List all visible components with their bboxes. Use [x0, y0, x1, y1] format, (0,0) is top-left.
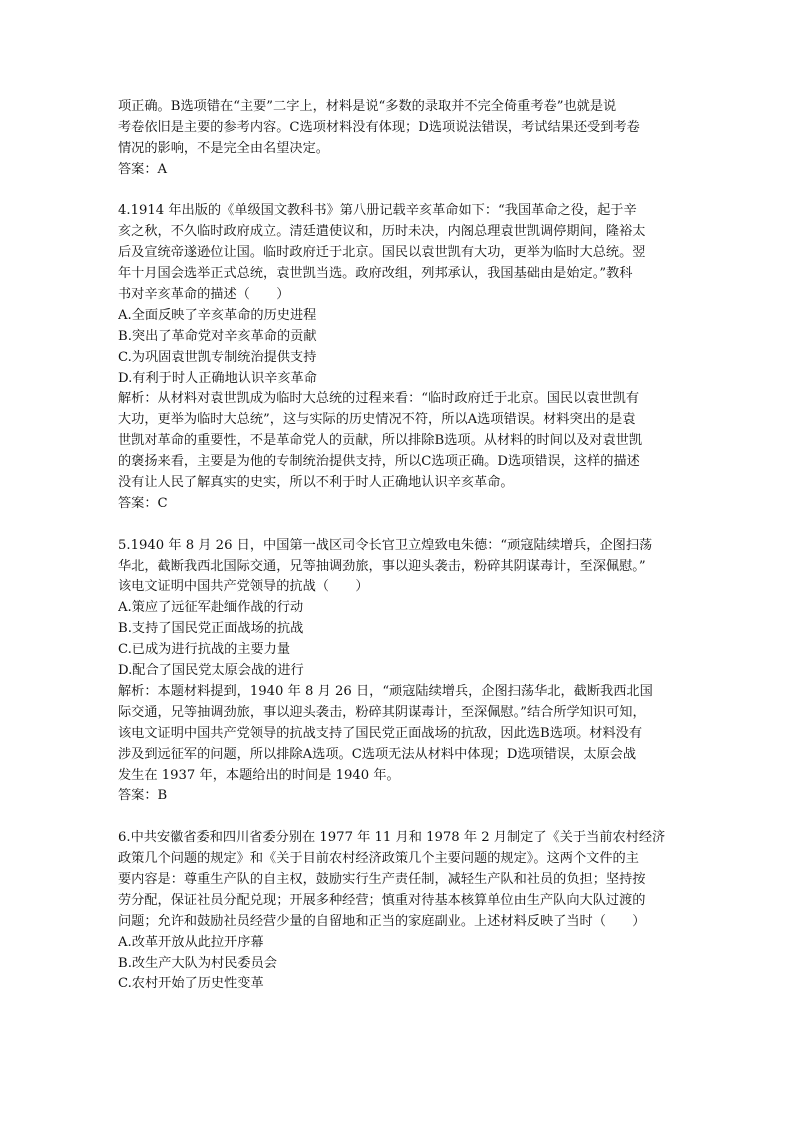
text-line: 该电文证明中国共产党领导的抗战（ ） — [118, 579, 369, 595]
question-block — [118, 828, 676, 995]
text-line: 答案：B — [118, 788, 168, 804]
text-line: B.支持了国民党正面战场的抗战 — [118, 621, 304, 637]
text-line: 情况的影响，不是完全由名望决定。 — [118, 140, 329, 156]
text-line: 大功，更举为临时大总统”，这与实际的历史情况不符，所以A选项错误。材料突出的是袁 — [118, 412, 636, 428]
text-line: 该电文证明中国共产党领导的抗战支持了国民党正面战场的抗敌，因此选B选项。材料没有 — [118, 725, 642, 741]
text-line: 5.1940 年 8 月 26 日，中国第一战区司令长官卫立煌致电朱德：“顽寇陆续增兵，企图扫荡 — [118, 537, 653, 553]
text-line: 答案：A — [118, 161, 168, 177]
text-line: A.改革开放从此拉开序幕 — [118, 934, 264, 950]
text-line: 劳分配，保证社员分配兑现；开展多种经营；慎重对待基本核算单位由生产队向大队过渡的 — [118, 892, 646, 908]
text-line: 答案：C — [118, 495, 168, 511]
text-line: 华北，截断我西北国际交通，兄等抽调劲旅，事以迎头袭击，粉碎其阴谋毒计，至深佩慰。” — [118, 558, 646, 574]
text-line: A.全面反映了辛亥革命的历史进程 — [118, 307, 317, 323]
text-line: 世凯对革命的重要性，不是革命党人的贡献，所以排除B选项。从材料的时间以及对袁世凯 — [118, 433, 642, 449]
text-line: 解析：从材料对袁世凯成为临时大总统的过程来看：“临时政府迁于北京。国民以袁世凯有 — [118, 391, 640, 407]
text-line: 发生在 1937 年，本题给出的时间是 1940 年。 — [118, 767, 400, 783]
text-line: C.农村开始了历史性变革 — [118, 976, 264, 992]
text-line: 亥之秋，不久临时政府成立。清廷遣使议和，历时未决，内阁总理袁世凯调停期间，隆裕太 — [118, 224, 646, 240]
text-line: 问题；允许和鼓励社员经营少量的自留地和正当的家庭副业。上述材料反映了当时（ ） — [118, 913, 646, 929]
text-line: 书对辛亥革命的描述（ ） — [118, 287, 290, 303]
text-line: 解析：本题材料提到，1940 年 8 月 26 日，“顽寇陆续增兵，企图扫荡华北，截断我西北国 — [118, 683, 653, 699]
text-line: B.突出了革命党对辛亥革命的贡献 — [118, 328, 317, 344]
text-line: D.配合了国民党太原会战的进行 — [118, 663, 304, 679]
question-block — [118, 97, 676, 181]
text-line: 4.1914 年出版的《单级国文教科书》第八册记载辛亥革命如下：“我国革命之役，起于辛 — [118, 203, 637, 219]
text-line: 涉及到远征军的问题，所以排除A选项。C选项无法从材料中体现；D选项错误，太原会战 — [118, 746, 637, 762]
document-body — [118, 97, 676, 1016]
text-line: D.有利于时人正确地认识辛亥革命 — [118, 370, 317, 386]
text-line: 际交通，兄等抽调劲旅，事以迎头袭击，粉碎其阴谋毒计，至深佩慰。”结合所学知识可知， — [118, 704, 646, 720]
text-line: 要内容是：尊重生产队的自主权，鼓励实行生产责任制，减轻生产队和社员的负担；坚持按 — [118, 871, 646, 887]
text-line: C.为巩固袁世凯专制统治提供支持 — [118, 349, 317, 365]
text-line: 6.中共安徽省委和四川省委分别在 1977 年 11 月和 1978 年 2 月制定了《关于当前农村经济 — [118, 830, 666, 846]
text-line: C.已成为进行抗战的主要力量 — [118, 642, 291, 658]
text-line: 考卷依旧是主要的参考内容。C选项材料没有体现；D选项说法错误，考试结果还受到考卷 — [118, 119, 640, 135]
text-line: 年十月国会选举正式总统，袁世凯当选。政府改组，列邦承认，我国基础由是始定。”教科 — [118, 266, 633, 282]
text-line: 项正确。B选项错在“主要”二字上，材料是说“多数的录取并不完全倚重考卷”也就是说 — [118, 99, 617, 114]
question-block — [118, 536, 676, 808]
text-line: 后及宣统帝遂逊位让国。临时政府迁于北京。国民以袁世凯有大功，更举为临时大总统。翌 — [118, 245, 646, 261]
question-block — [118, 201, 676, 514]
text-line: 没有让人民了解真实的史实，所以不利于时人正确地认识辛亥革命。 — [118, 475, 514, 491]
text-line: B.改生产大队为村民委员会 — [118, 955, 277, 971]
text-line: 政策几个问题的规定》和《关于目前农村经济政策几个主要问题的规定》。这两个文件的主 — [118, 851, 639, 867]
text-line: A.策应了远征军赴缅作战的行动 — [118, 600, 304, 616]
text-line: 的褒扬来看，主要是为他的专制统治提供支持，所以C选项正确。D选项错误，这样的描述 — [118, 454, 640, 470]
